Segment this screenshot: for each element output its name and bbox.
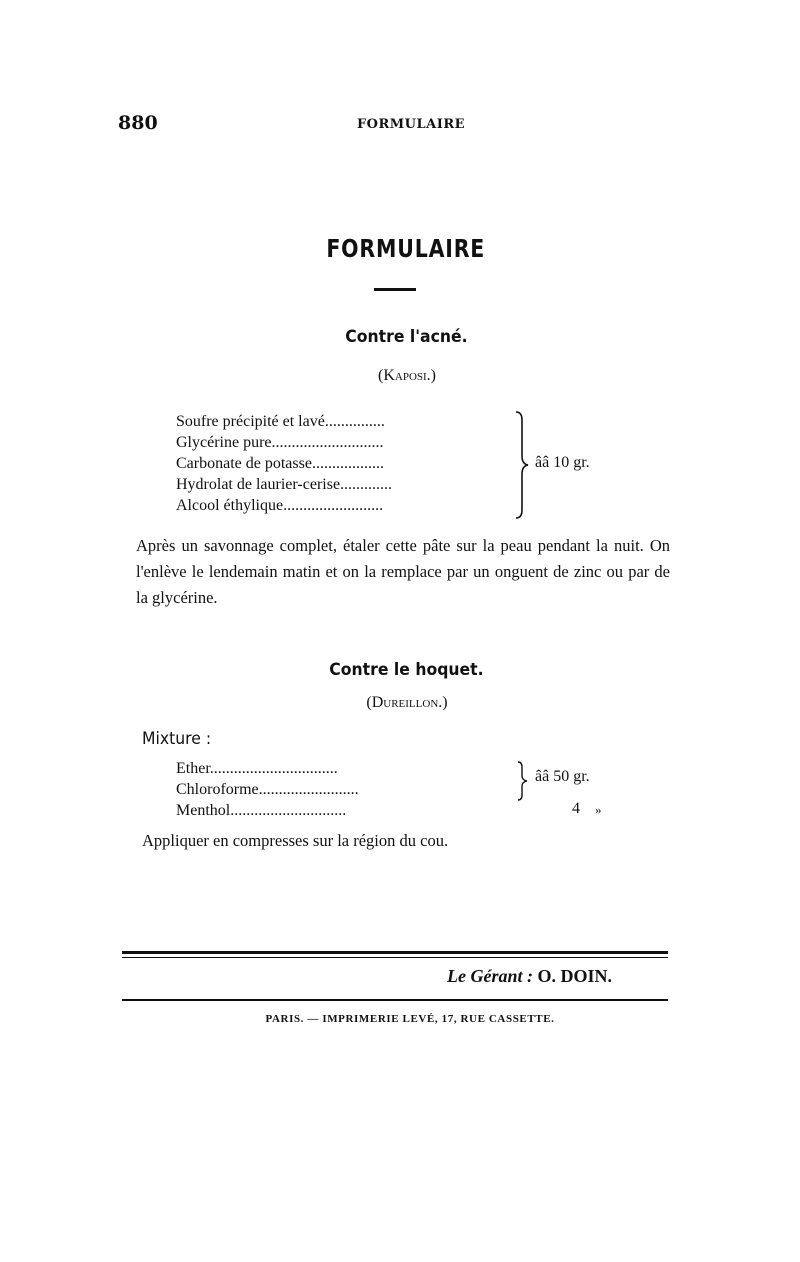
ingredient-name: Hydrolat de laurier-cerise [176,476,341,493]
running-head: FORMULAIRE [356,117,466,132]
ingredient-row [176,495,383,516]
ingredient-leader-dots: ............................ [271,434,384,451]
signature-role: Le Gérant : [447,966,533,986]
ingredient-leader-dots: ............. [340,476,393,493]
recipe-hiccup-shared-quantity: ââ 50 gr. [535,768,590,785]
recipe-acne-instructions: Après un savonnage complet, étaler cette pâte sur la peau pendant la nuit. On l'enlève le lendemain matin et on la remplace par un onguent de zinc ou par de la glycérine. [136,536,670,607]
author-close-paren: ) [430,367,436,384]
recipe-acne-title: Contre l'acné. [345,327,468,347]
author-name: Kaposi. [383,367,431,384]
ditto-mark: » [595,802,602,817]
ingredient-row [176,453,384,474]
signature-name: O. DOIN. [537,966,612,986]
recipe-hiccup-title: Contre le hoquet. [329,660,484,680]
signature [0,966,612,987]
author-open-paren: ( [378,367,384,384]
author-name: Dureillon. [371,694,443,711]
ingredient-name: Soufre précipité et lavé [176,413,325,430]
ingredient-name: Menthol [176,802,231,819]
author-close-paren: ) [442,694,448,711]
ingredient-name: Glycérine pure [176,434,272,451]
ingredient-name: Ether [176,760,210,777]
ingredient-leader-dots: ......................... [258,781,359,798]
ingredient-leader-dots: ......................... [283,497,384,514]
ingredient-row [176,800,346,821]
recipe-hiccup-instructions: Appliquer en compresses sur la région du cou. [142,831,449,850]
ingredient-row [176,411,385,432]
ingredient-leader-dots: ............... [324,413,385,430]
ingredient-leader-dots: ............................. [230,802,347,819]
printer-imprint: PARIS. — IMPRIMERIE LEVÉ, 17, RUE CASSETTE. [265,1013,555,1025]
ingredient-row [176,474,392,495]
mixture-label: Mixture : [142,729,212,749]
recipe-hiccup-author [0,694,800,712]
ingredient-name: Carbonate de potasse [176,455,312,472]
recipe-acne-author [0,367,800,385]
footer-rule [122,999,668,1001]
menthol-quantity: 4 [572,800,580,817]
ingredient-row [176,779,359,800]
footer-double-rule [122,951,668,958]
right-brace-icon [512,410,534,520]
right-brace-icon [515,760,531,802]
ingredient-leader-dots: .................. [311,455,384,472]
ingredient-name: Chloroforme [176,781,259,798]
ingredient-row [176,758,338,779]
recipe-acne-quantity: ââ 10 gr. [535,454,590,471]
ingredient-name: Alcool éthylique [176,497,284,514]
page-title: FORMULAIRE [326,234,486,263]
ingredient-leader-dots: ................................ [209,760,338,777]
page-number: 880 [118,112,158,134]
title-rule [374,288,416,291]
author-open-paren: ( [366,694,372,711]
ingredient-row [176,432,384,453]
